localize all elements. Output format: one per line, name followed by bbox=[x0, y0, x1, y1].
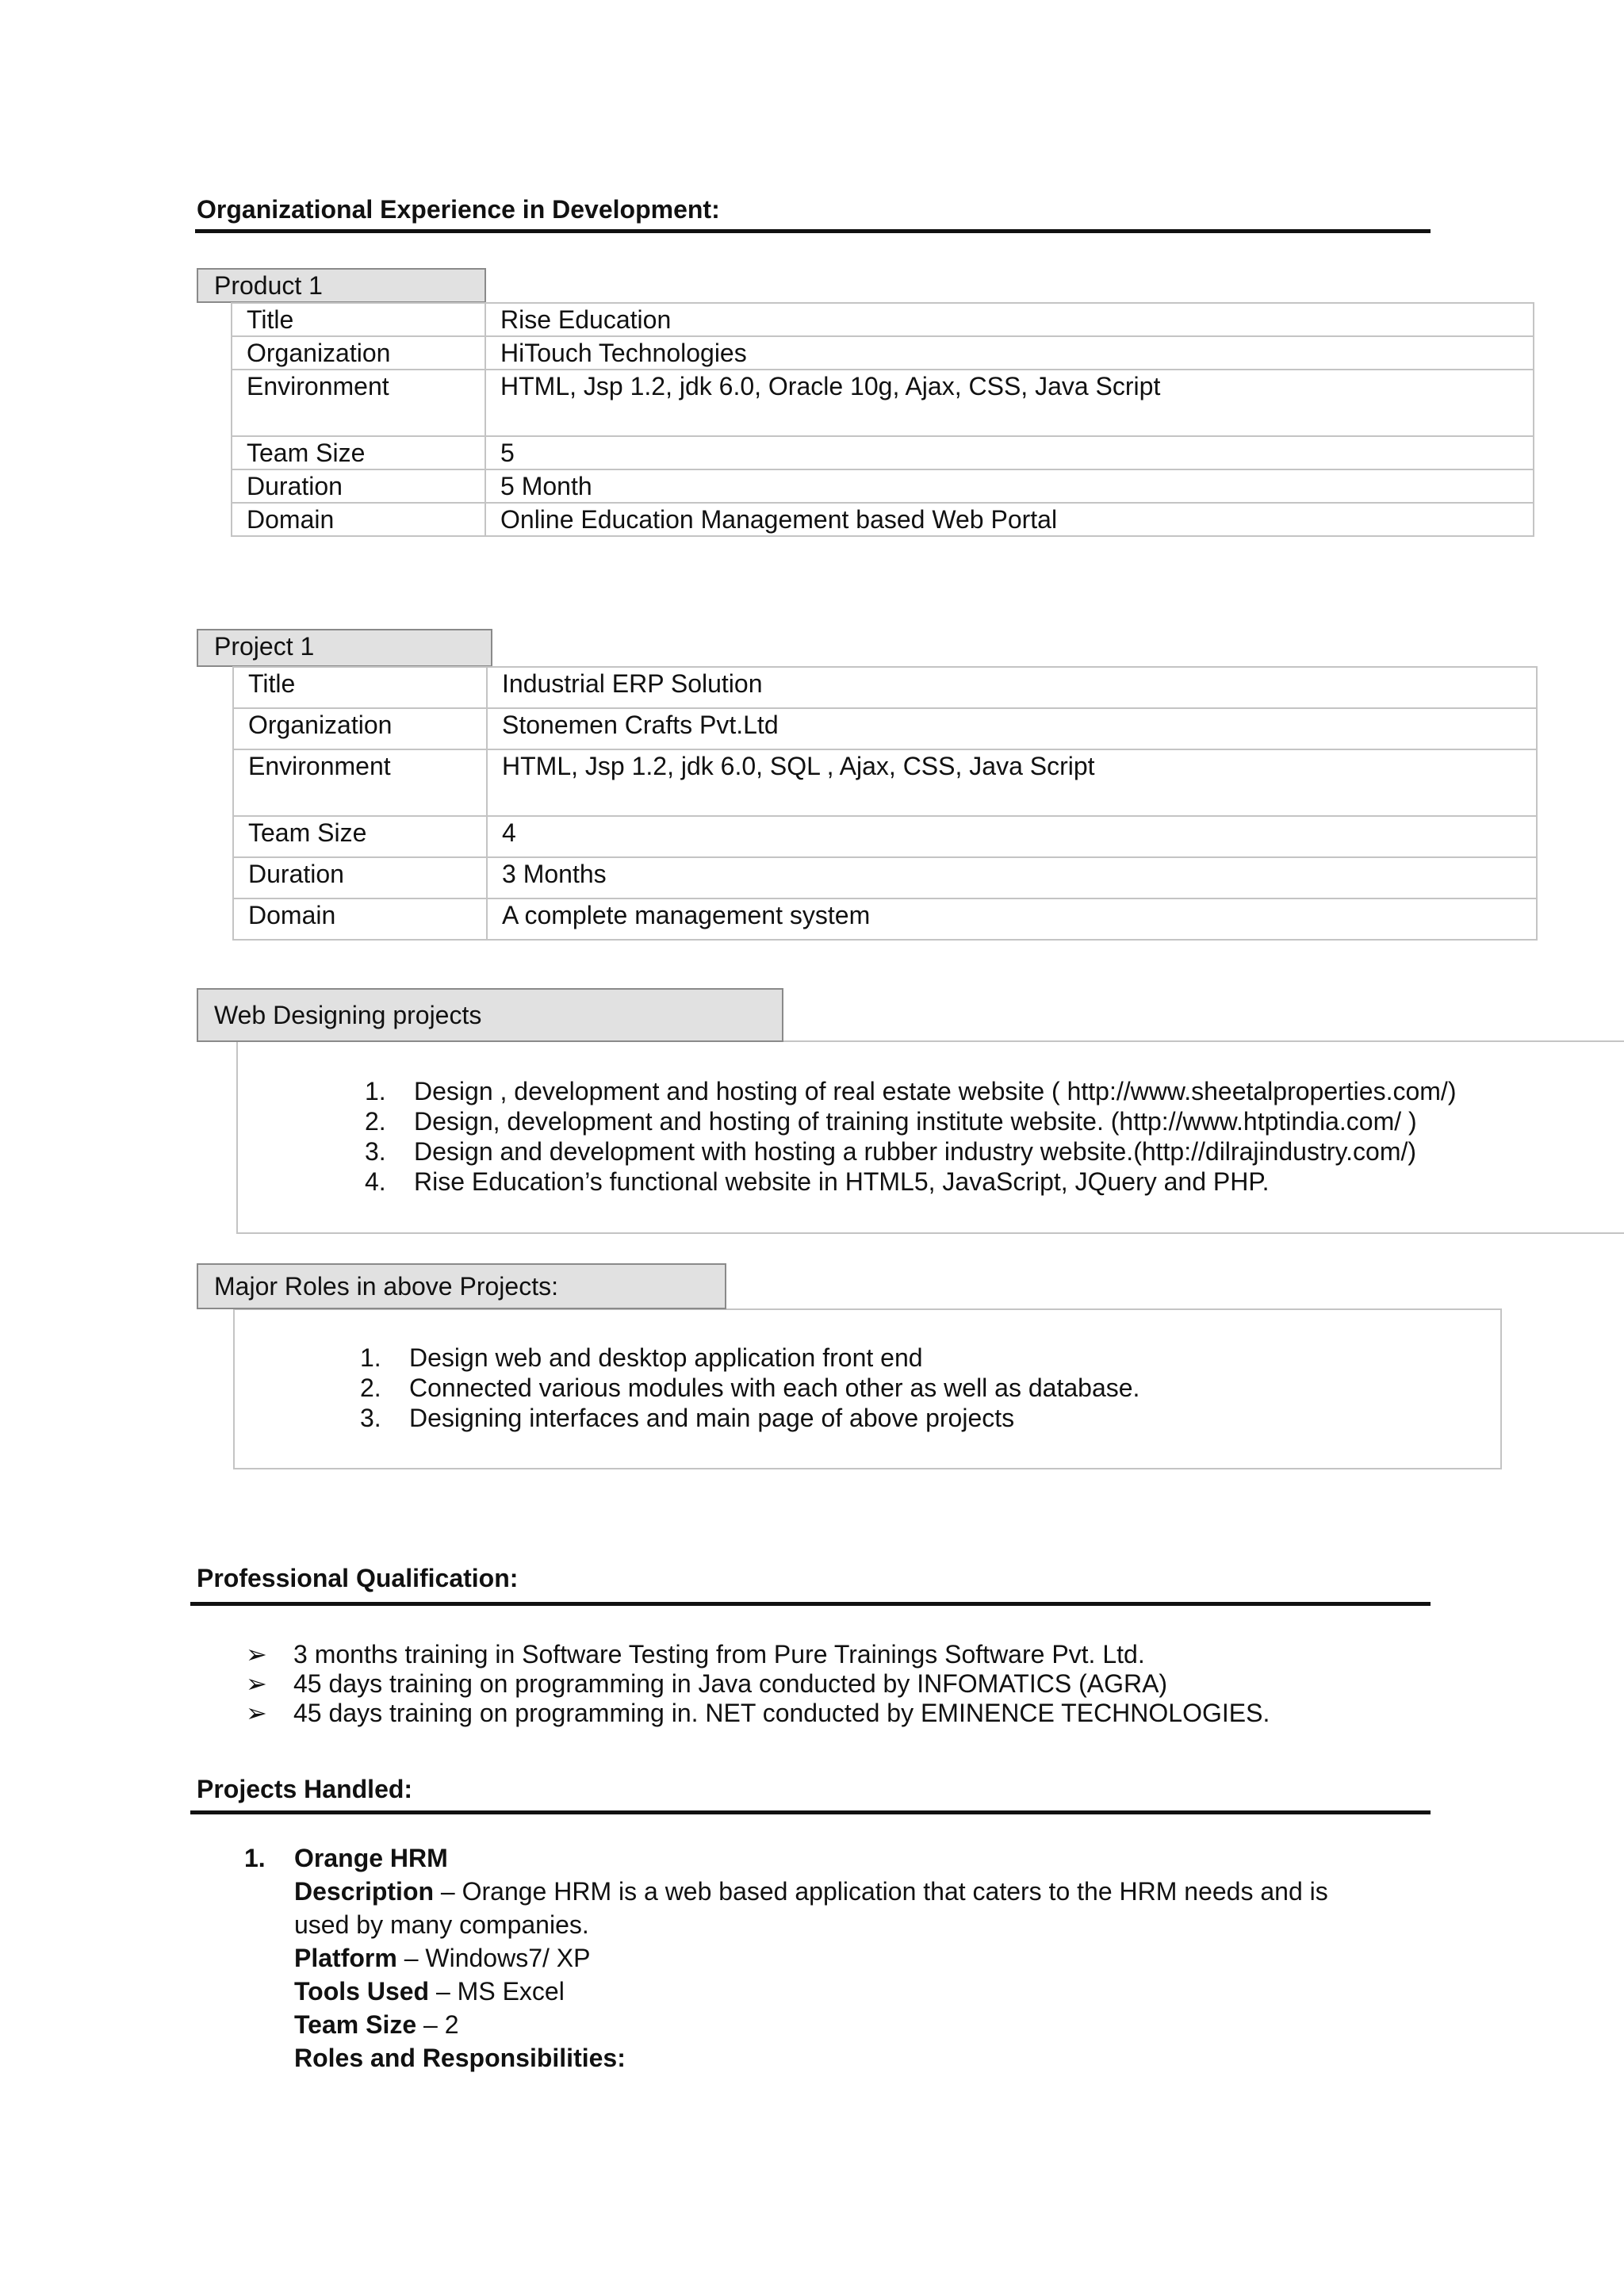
item-number: 2. bbox=[365, 1107, 386, 1136]
list-item bbox=[360, 1373, 1139, 1403]
arrow-bullet-icon: ➢ bbox=[246, 1669, 267, 1698]
major-roles-label: Major Roles in above Projects: bbox=[197, 1263, 726, 1309]
row-value: HTML, Jsp 1.2, jdk 6.0, Oracle 10g, Ajax, CSS, Java Script bbox=[485, 370, 1534, 436]
row-key: Organization bbox=[233, 708, 487, 749]
heading-rule bbox=[190, 1602, 1431, 1606]
web-designing-label: Web Designing projects bbox=[197, 988, 783, 1042]
section-heading-qualification: Professional Qualification: bbox=[197, 1564, 519, 1592]
heading-rule bbox=[195, 229, 1431, 233]
table-row bbox=[233, 749, 1537, 816]
project-table bbox=[232, 666, 1538, 941]
team-line bbox=[294, 2008, 1328, 2041]
list-item bbox=[246, 1640, 1270, 1669]
item-text: Design , development and hosting of real estate website ( http://www.sheetalproperties.com/) bbox=[414, 1077, 1457, 1105]
roles-label: Roles and Responsibilities: bbox=[294, 2044, 626, 2072]
heading-rule bbox=[190, 1810, 1431, 1814]
list-item bbox=[365, 1167, 1456, 1197]
description-line bbox=[294, 1875, 1328, 1908]
table-row bbox=[232, 336, 1534, 370]
row-value: A complete management system bbox=[487, 898, 1537, 940]
row-key: Title bbox=[233, 667, 487, 708]
tools-label: Tools Used bbox=[294, 1977, 430, 2006]
list-item bbox=[365, 1076, 1456, 1106]
project-details bbox=[294, 1841, 1328, 2075]
item-number: 2. bbox=[360, 1374, 381, 1402]
row-key: Domain bbox=[233, 898, 487, 940]
row-value: HTML, Jsp 1.2, jdk 6.0, SQL , Ajax, CSS, Java Script bbox=[487, 749, 1537, 816]
list-item bbox=[246, 1699, 1270, 1728]
row-value: Stonemen Crafts Pvt.Ltd bbox=[487, 708, 1537, 749]
table-row bbox=[233, 898, 1537, 940]
item-text: Design web and desktop application front end bbox=[409, 1343, 923, 1372]
row-key: Domain bbox=[232, 503, 485, 536]
major-roles-list bbox=[360, 1343, 1139, 1433]
row-key: Duration bbox=[233, 857, 487, 898]
row-value: 5 bbox=[485, 436, 1534, 469]
product-label: Product 1 bbox=[197, 268, 486, 303]
team-label: Team Size bbox=[294, 2010, 417, 2039]
item-number: 1. bbox=[360, 1343, 381, 1372]
platform-line bbox=[294, 1941, 1328, 1975]
list-item bbox=[246, 1669, 1270, 1699]
row-key: Title bbox=[232, 303, 485, 336]
list-item bbox=[360, 1403, 1139, 1433]
table-row bbox=[233, 708, 1537, 749]
list-item bbox=[360, 1343, 1139, 1373]
table-row bbox=[233, 857, 1537, 898]
row-key: Team Size bbox=[232, 436, 485, 469]
web-designing-list bbox=[365, 1076, 1456, 1197]
project-name: Orange HRM bbox=[294, 1844, 448, 1872]
item-number: 3. bbox=[360, 1404, 381, 1432]
row-value: Online Education Management based Web Portal bbox=[485, 503, 1534, 536]
section-heading-projects-handled: Projects Handled: bbox=[197, 1775, 413, 1803]
row-key: Duration bbox=[232, 469, 485, 503]
row-value: HiTouch Technologies bbox=[485, 336, 1534, 370]
list-item bbox=[365, 1136, 1456, 1167]
table-row bbox=[233, 667, 1537, 708]
qualification-list bbox=[246, 1640, 1270, 1728]
table-row bbox=[232, 436, 1534, 469]
item-number: 4. bbox=[365, 1167, 386, 1196]
list-item bbox=[365, 1106, 1456, 1136]
row-value: Industrial ERP Solution bbox=[487, 667, 1537, 708]
row-value: 3 Months bbox=[487, 857, 1537, 898]
row-value: 4 bbox=[487, 816, 1537, 857]
item-text: 45 days training on programming in. NET conducted by EMINENCE TECHNOLOGIES. bbox=[293, 1699, 1270, 1727]
table-row bbox=[232, 303, 1534, 336]
description-line-2: used by many companies. bbox=[294, 1910, 589, 1939]
item-number: 1. bbox=[365, 1077, 386, 1105]
description-text: – Orange HRM is a web based application that caters to the HRM needs and is bbox=[434, 1877, 1328, 1906]
row-key: Organization bbox=[232, 336, 485, 370]
item-text: 45 days training on programming in Java conducted by INFOMATICS (AGRA) bbox=[293, 1669, 1168, 1698]
item-text: Designing interfaces and main page of above projects bbox=[409, 1404, 1015, 1432]
item-text: Design, development and hosting of training institute website. (http://www.htptindia.com/ ) bbox=[414, 1107, 1417, 1136]
row-key: Environment bbox=[233, 749, 487, 816]
product-table bbox=[231, 302, 1534, 537]
item-text: Design and development with hosting a rubber industry website.(http://dilrajindustry.com/) bbox=[414, 1137, 1417, 1166]
project-number: 1. bbox=[244, 1844, 266, 1872]
table-row bbox=[232, 503, 1534, 536]
row-key: Team Size bbox=[233, 816, 487, 857]
item-number: 3. bbox=[365, 1137, 386, 1166]
section-heading-org-experience: Organizational Experience in Development: bbox=[197, 195, 720, 224]
row-value: 5 Month bbox=[485, 469, 1534, 503]
team-text: – 2 bbox=[416, 2010, 459, 2039]
arrow-bullet-icon: ➢ bbox=[246, 1699, 267, 1727]
platform-text: – Windows7/ XP bbox=[396, 1944, 591, 1972]
item-text: Rise Education’s functional website in HTML5, JavaScript, JQuery and PHP. bbox=[414, 1167, 1270, 1196]
table-row bbox=[233, 816, 1537, 857]
arrow-bullet-icon: ➢ bbox=[246, 1640, 267, 1669]
row-key: Environment bbox=[232, 370, 485, 436]
description-label: Description bbox=[294, 1877, 435, 1906]
project-label: Project 1 bbox=[197, 629, 492, 667]
table-row bbox=[232, 370, 1534, 436]
row-value: Rise Education bbox=[485, 303, 1534, 336]
item-text: Connected various modules with each other as well as database. bbox=[409, 1374, 1140, 1402]
table-row bbox=[232, 469, 1534, 503]
tools-text: – MS Excel bbox=[429, 1977, 565, 2006]
platform-label: Platform bbox=[294, 1944, 397, 1972]
item-text: 3 months training in Software Testing from Pure Trainings Software Pvt. Ltd. bbox=[293, 1640, 1145, 1669]
tools-line bbox=[294, 1975, 1328, 2008]
